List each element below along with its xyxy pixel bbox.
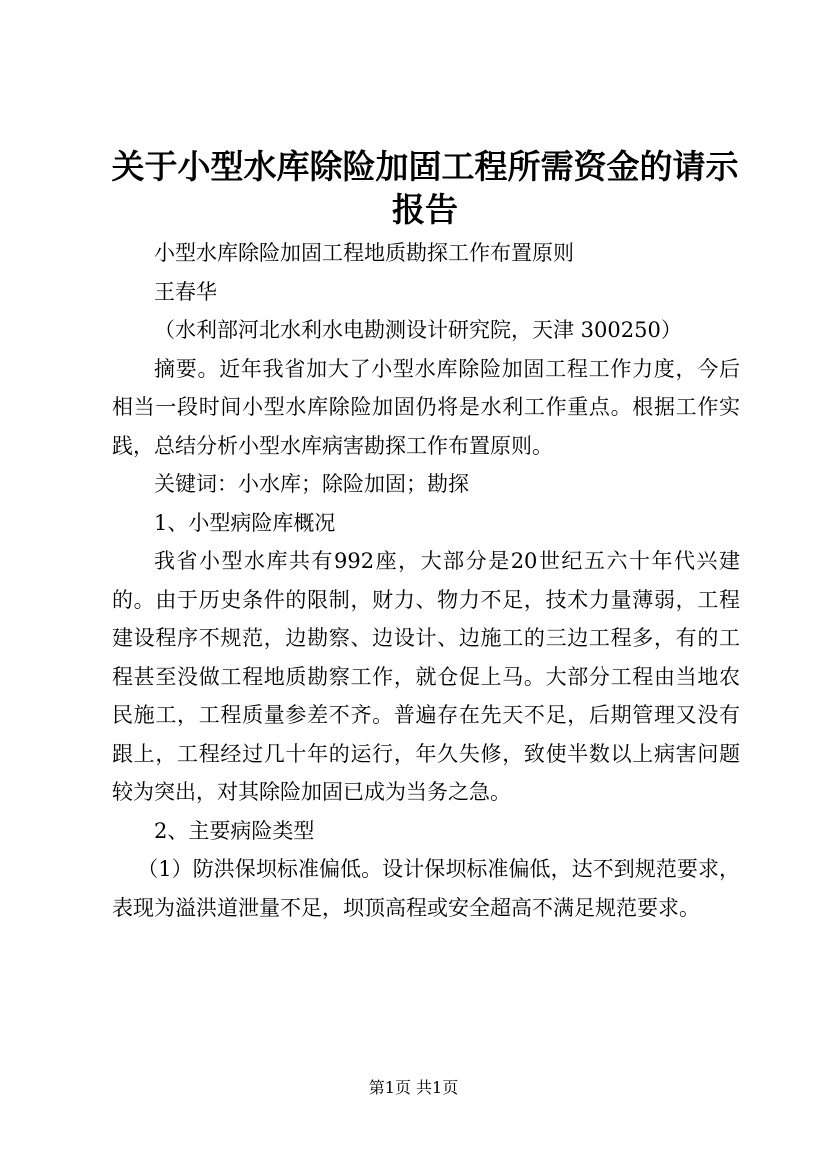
document-subtitle: 小型水库除险加固工程地质勘探工作布置原则 — [154, 241, 574, 265]
author-name: 王春华 — [154, 279, 217, 304]
document-title: 关于小型水库除险加固工程所需资金的请示报告 — [111, 147, 739, 229]
keywords-line: 关键词：小水库；除险加固；勘探 — [154, 472, 469, 496]
section-2-item-1: （1）防洪保坝标准偏低。设计保坝标准偏低，达不到规范要求，表现为溢洪道泄量不足，坝顶高程或安全超高不满足规范要求。 — [112, 857, 740, 920]
page-number-footer: 第1页 共1页 — [368, 1078, 459, 1097]
abstract-paragraph: 摘要。近年我省加大了小型水库除险加固工程工作力度，今后相当一段时间小型水库除险加固仍将是水利工作重点。根据工作实践，总结分析小型水库病害勘探工作布置原则。 — [112, 356, 740, 458]
section-heading-2: 2、主要病险类型 — [154, 818, 315, 843]
document-body — [112, 234, 740, 927]
section-heading-1: 1、小型病险库概况 — [154, 510, 336, 535]
author-affiliation: （水利部河北水利水电勘测设计研究院，天津 300250） — [154, 318, 682, 342]
section-1-paragraph: 我省小型水库共有992座，大部分是20世纪五六十年代兴建的。由于历史条件的限制，财力、物力不足，技术力量薄弱，工程建设程序不规范，边勘察、边设计、边施工的三边工程多，有的工程甚至没做工程地质勘察工作，就仓促上马。大部分工程由当地农民施工，工程质量参差不齐。普遍存在先天不足，后期管理又没有跟上，工程经过几十年的运行，年久失修，致使半数以上病害问题较为突出，对其除险加固已成为当务之急。 — [112, 549, 740, 804]
